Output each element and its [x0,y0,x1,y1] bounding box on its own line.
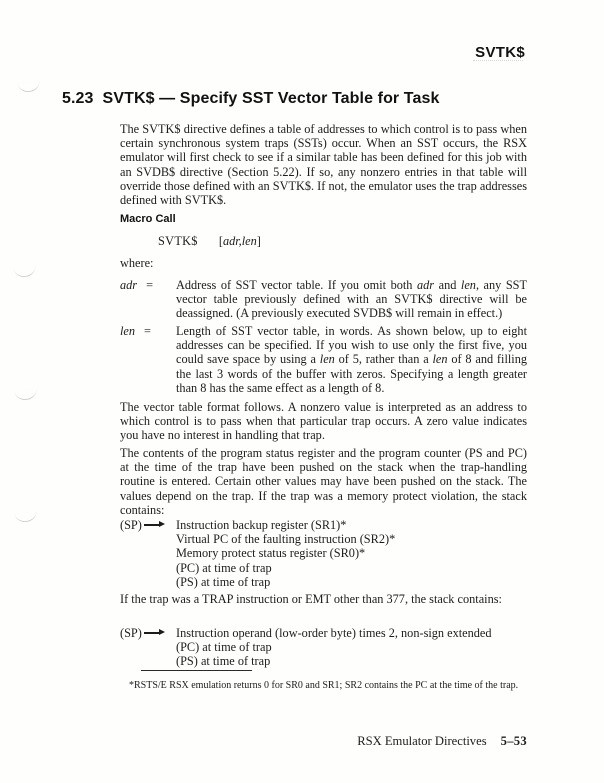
parameter-row-len [120,324,527,395]
stack-item: Memory protect status register (SR0)* [176,546,366,561]
stack-pointer-text: (SP) [120,626,142,640]
running-header-rule [473,60,523,61]
footer-page-number: 5–53 [500,734,527,748]
parameter-row-adr [120,278,527,321]
vector-table-paragraph: The vector table format follows. A nonzero value is interpreted as an address to which control is to pass when that particular trap occurs. A zero value indicates you have no interest in handling that trap. [120,400,527,443]
parameter-name: len [120,324,136,338]
running-header: SVTK$ [475,44,525,61]
where-label: where: [120,256,154,270]
trap-emt-stack-block [120,626,527,669]
stack-item: (PC) at time of trap [176,640,272,655]
margin-scan-mark [14,389,37,402]
macro-directive: SVTK$ [158,234,198,248]
stack-item: (PC) at time of trap [176,560,272,575]
intro-paragraph: The SVTK$ directive defines a table of addresses to which control is to pass when certain synchronous system traps (SSTs) occur. When an SST occurs, the RSX emulator will first check to see if a similar table has been defined for this job with an SVDB$ directive (Section 5.22). If so, any nonzero entries in that table will override those defined with an SVTK$. If not, the emulator uses the trap addresses defined with SVTK$. [120,122,527,208]
stack-item: Virtual PC of the faulting instruction (SR2)* [176,532,396,547]
right-arrow-icon [144,524,159,526]
footnote-rule [141,670,252,671]
footer-section-title: RSX Emulator Directives [357,734,487,748]
stack-pointer-label [120,518,176,589]
macro-call-line [120,234,261,249]
memory-protect-stack-block [120,518,527,589]
parameter-description: Address of SST vector table. If you omit both adr and len, any SST vector table previously defined with an SVTK$ directive will be deassigned. (A previously executed SVDB$ will remain in effect.) [176,278,528,321]
margin-scan-mark [13,266,36,279]
stack-item-list [176,626,527,669]
stack-item-list [176,518,527,589]
section-title: SVTK$ — Specify SST Vector Table for Task [102,90,440,107]
stack-item: (PS) at time of trap [176,574,271,589]
stack-item: (PS) at time of trap [176,654,271,669]
parameter-description: Length of SST vector table, in words. As shown below, up to eight addresses can be specified. If you wish to use only the first five, you could save space by using a len of 5, rather than a len of 8 and filling the last 3 words of the buffer with zeros. Specifying a length greater than 8 has the same effect as a length of 8. [176,324,527,395]
footnote-text: *RSTS/E RSX emulation returns 0 for SR0 and SR1; SR2 contains the PC at the time of the trap. [129,680,519,691]
right-arrow-icon [144,632,159,634]
parameter-name: adr [120,278,138,292]
section-heading [62,90,542,108]
macro-call-heading: Macro Call [120,213,176,225]
macro-arguments: [adr,len] [218,234,261,248]
stack-item: Instruction operand (low-order byte) times 2, non-sign extended [176,626,492,640]
equals-sign: = [144,324,151,338]
stack-item: Instruction backup register (SR1)* [176,518,347,532]
margin-scan-mark [14,511,37,524]
section-number: 5.23 [62,90,94,107]
page-footer [357,734,527,749]
parameter-term [120,278,176,321]
trap-emt-paragraph: If the trap was a TRAP instruction or EMT other than 377, the stack contains: [120,592,502,606]
equals-sign: = [146,278,154,292]
margin-scan-mark [17,81,40,94]
parameter-term [120,324,176,395]
stack-contents-paragraph: The contents of the program status register and the program counter (PS and PC) at the time of the trap have been pushed on the stack when the trap-handling routine is entered. Certain other values may have been pushed on the stack. The values depend on the trap. If the trap was a memory protect violation, the stack contains: [120,446,527,517]
stack-pointer-label [120,626,176,669]
stack-pointer-text: (SP) [120,518,142,532]
